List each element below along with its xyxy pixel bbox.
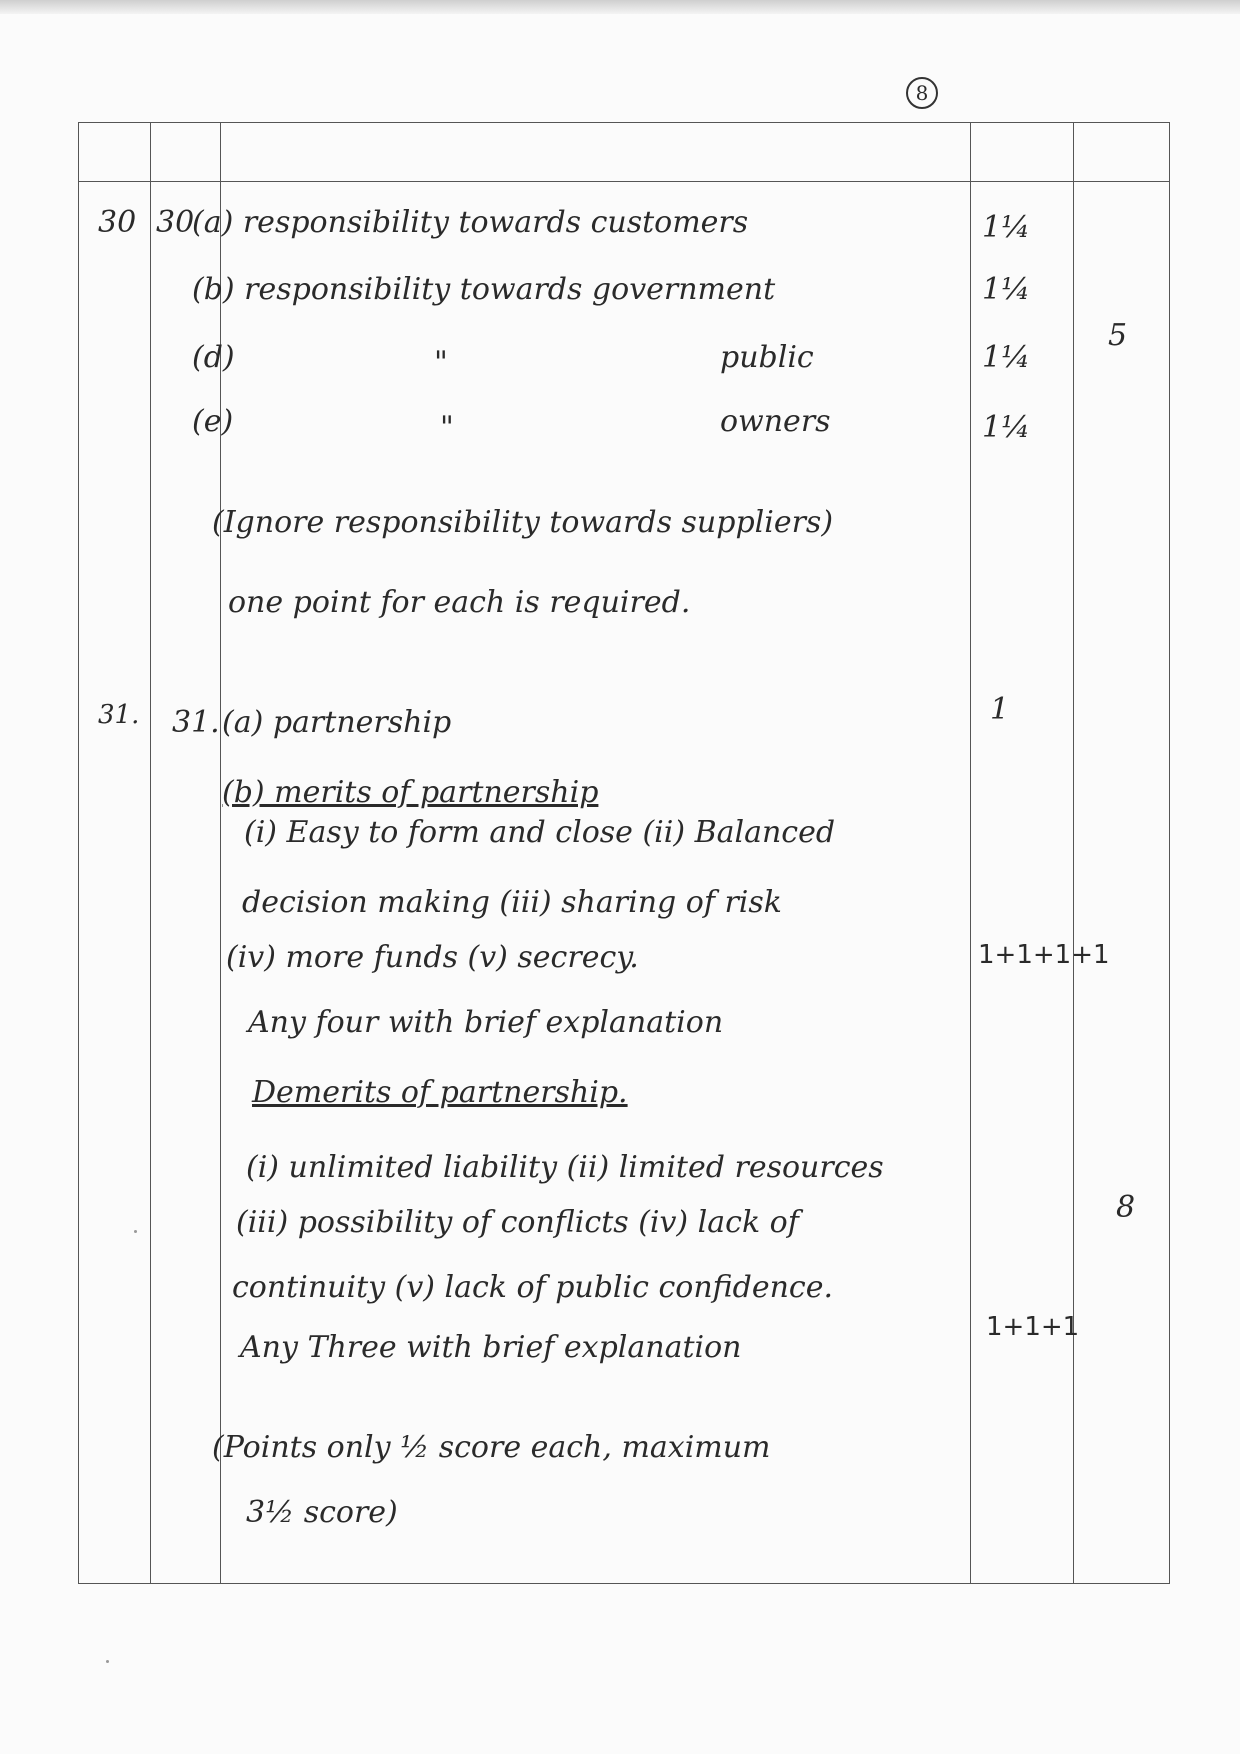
- column-divider: [970, 122, 971, 1584]
- scan-speck: [134, 1230, 137, 1233]
- page-number: 8: [906, 77, 938, 109]
- score: 1¼: [982, 410, 1031, 445]
- score: 1: [990, 692, 1010, 727]
- answer-line: public: [720, 340, 814, 375]
- ditto-mark: ": [440, 410, 454, 445]
- ditto-mark: ": [434, 345, 448, 380]
- column-divider: [150, 122, 151, 1584]
- scan-speck: [106, 1660, 109, 1663]
- question-number: 30: [98, 205, 137, 240]
- sub-question-number: 30: [156, 205, 195, 240]
- answer-line: (i) unlimited liability (ii) limited resources: [246, 1150, 884, 1185]
- section-heading: Demerits of partnership.: [252, 1075, 628, 1110]
- answer-line: (iv) more funds (v) secrecy.: [226, 940, 639, 975]
- score: 1¼: [982, 210, 1031, 245]
- score: 1+1+1+1: [978, 940, 1110, 970]
- marking-note: 3½ score): [246, 1495, 398, 1530]
- answer-label: (e): [192, 404, 234, 439]
- scan-top-edge: [0, 0, 1240, 14]
- answer-line: (a) responsibility towards customers: [192, 205, 749, 240]
- marking-instruction: Any Three with brief explanation: [240, 1330, 742, 1365]
- score: 1+1+1: [986, 1312, 1080, 1342]
- total-score: 8: [1116, 1190, 1136, 1225]
- marking-note: (Ignore responsibility towards suppliers): [212, 505, 834, 540]
- score: 1¼: [982, 272, 1031, 307]
- question-number: 31.: [98, 700, 140, 730]
- answer-line: (b) responsibility towards government: [192, 272, 776, 307]
- sub-question-number: 31.: [172, 705, 220, 740]
- marking-note: (Points only ½ score each, maximum: [212, 1430, 771, 1465]
- marking-note: one point for each is required.: [228, 585, 691, 620]
- column-divider: [1073, 122, 1074, 1584]
- score: 1¼: [982, 340, 1031, 375]
- answer-line: (i) Easy to form and close (ii) Balanced: [244, 815, 836, 850]
- section-heading: (b) merits of partnership: [222, 775, 599, 810]
- total-score: 5: [1108, 318, 1128, 353]
- answer-line: owners: [720, 404, 831, 439]
- answer-line: (a) partnership: [222, 705, 452, 740]
- answer-line: decision making (iii) sharing of risk: [242, 885, 782, 920]
- marking-instruction: Any four with brief explanation: [248, 1005, 724, 1040]
- answer-line: continuity (v) lack of public confidence.: [232, 1270, 834, 1305]
- answer-label: (d): [192, 340, 235, 375]
- answer-line: (iii) possibility of conflicts (iv) lack of: [236, 1205, 799, 1240]
- header-row-divider: [78, 181, 1170, 182]
